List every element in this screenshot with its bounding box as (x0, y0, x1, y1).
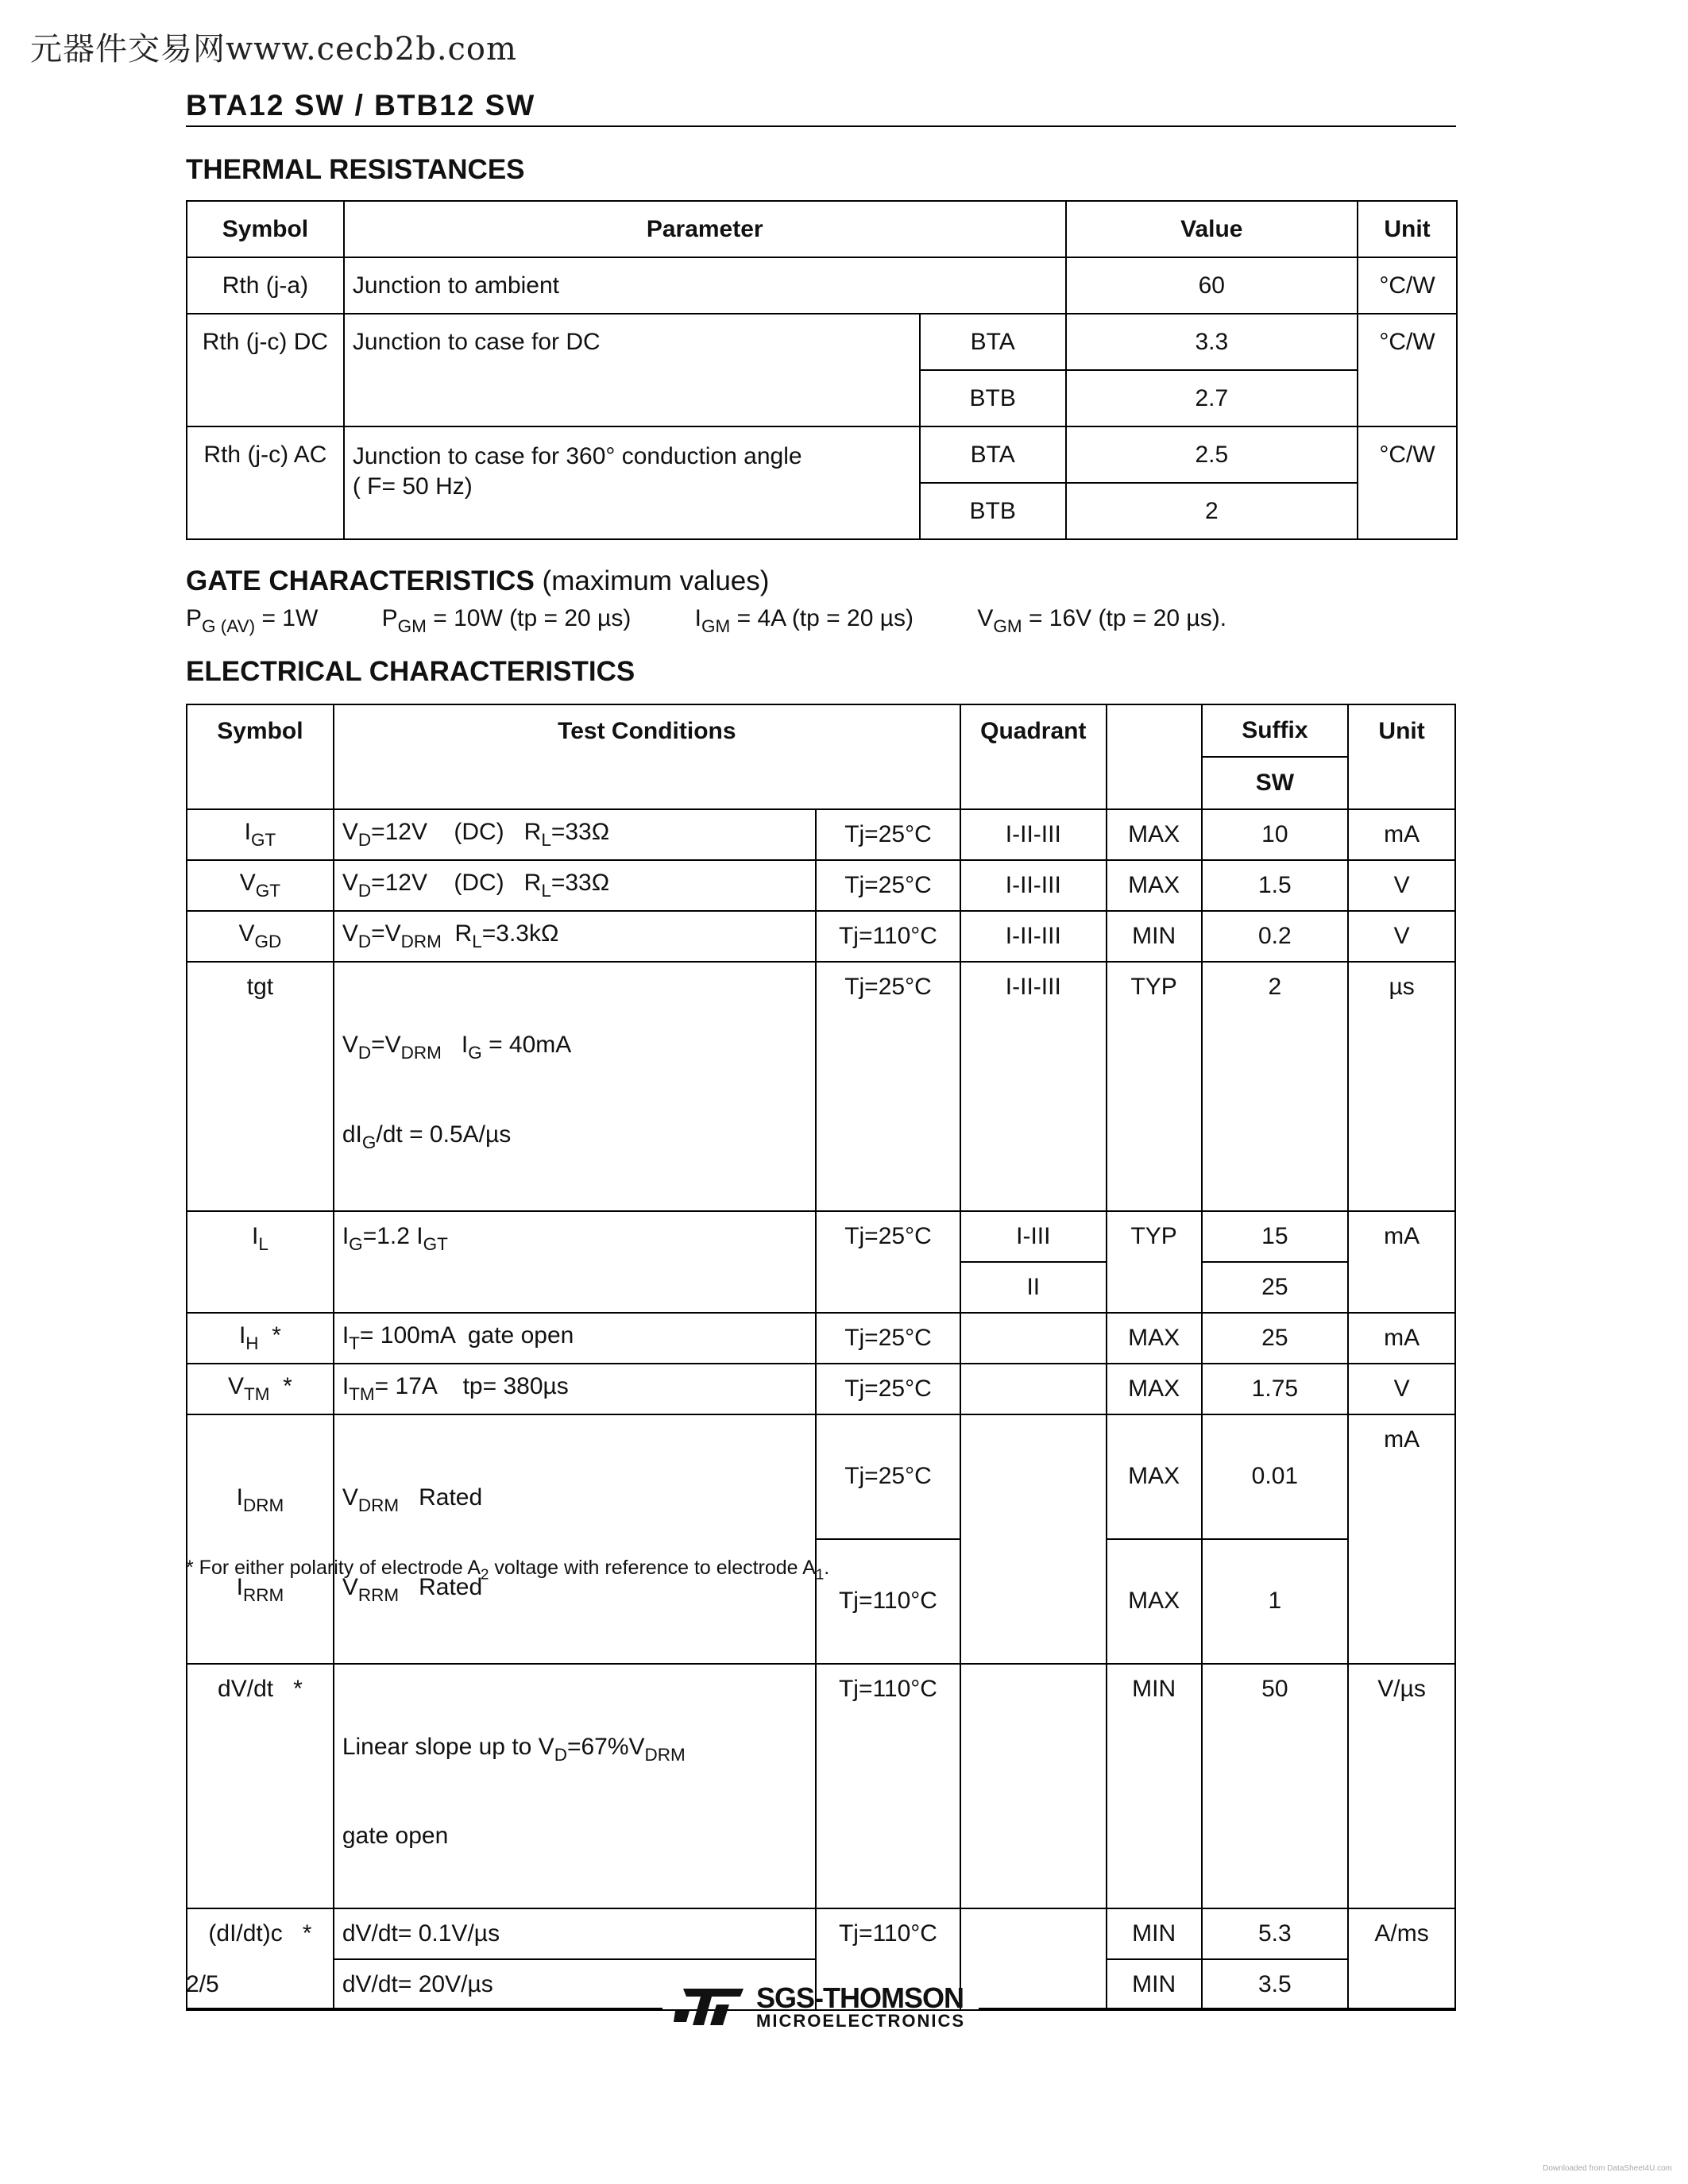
gate-vgm: $V_{GM} = 16V$ (tp = 20 µs). (977, 605, 1227, 636)
watermark-text: 元器件交易网www.cecb2b.com (30, 31, 517, 68)
table-row (187, 314, 1457, 370)
elec-header-test-conditions: Test Conditions (334, 704, 960, 809)
thermal-parameter: Junction to case for DC (344, 314, 920, 426)
sgs-thomson-logo (672, 1981, 965, 2031)
header-rule (186, 125, 1456, 127)
elec-value: 1.5 (1202, 860, 1349, 911)
elec-value: 2 (1202, 962, 1349, 1211)
elec-minmax: TYP (1107, 1211, 1202, 1313)
elec-value: 0.2 (1202, 911, 1349, 962)
elec-header-blank (1107, 704, 1202, 809)
thermal-device: BTB (920, 370, 1066, 426)
table-row (187, 1211, 1455, 1262)
table-row (187, 1313, 1455, 1364)
elec-condition: $I_G=1.2$ $I_{GT}$ (334, 1211, 816, 1313)
table-row (187, 1414, 1455, 1539)
elec-quadrant: I-II-III (960, 809, 1107, 860)
elec-quadrant (960, 1414, 1107, 1664)
gate-values (186, 605, 1284, 637)
elec-quadrant: I-III (960, 1211, 1107, 1262)
scan-note: Downloaded from DataSheet4U.com (1543, 2164, 1672, 2173)
gate-pg: $P_{G (AV)} = 1W$ (186, 605, 319, 636)
table-row (187, 257, 1457, 314)
elec-tj: Tj=110°C (816, 1539, 960, 1664)
elec-minmax: TYP (1107, 962, 1202, 1211)
gate-heading-note: (maximum values) (542, 565, 770, 596)
elec-value: 3.5 (1202, 1959, 1349, 2010)
elec-value: 50 (1202, 1664, 1349, 1909)
elec-condition: $I_T= 100mA$ gate open (334, 1313, 816, 1364)
thermal-unit: °C/W (1358, 314, 1457, 426)
elec-minmax: MAX (1107, 1364, 1202, 1414)
elec-symbol: tgt (187, 962, 334, 1211)
elec-condition: $I_{TM}= 17A$ tp= 380µs (334, 1364, 816, 1414)
elec-quadrant: I-II-III (960, 911, 1107, 962)
elec-quadrant (960, 1908, 1107, 2010)
footer-rule-right (979, 2008, 1456, 2010)
thermal-symbol: Rth (j-c) AC (187, 426, 344, 539)
electrical-table (186, 704, 1456, 2014)
elec-header-suffix: Suffix (1202, 704, 1349, 757)
document-title: BTA12 SW / BTB12 SW (186, 89, 536, 122)
elec-minmax: MIN (1107, 911, 1202, 962)
thermal-parameter: Junction to ambient (344, 257, 1066, 314)
thermal-unit: °C/W (1358, 257, 1457, 314)
elec-tj: Tj=110°C (816, 1908, 960, 2010)
brand-subtitle: MICROELECTRONICS (756, 2011, 965, 2031)
elec-quadrant: I-II-III (960, 962, 1107, 1211)
elec-tj: Tj=25°C (816, 1313, 960, 1364)
elec-symbol: $V_{TM}$ * (187, 1364, 334, 1414)
table-row (187, 1364, 1455, 1414)
elec-value: 0.01 (1202, 1414, 1349, 1539)
elec-condition: dV/dt= 0.1V/µs (334, 1908, 816, 1959)
elec-symbol-line: $I_{RRM}$ (236, 1573, 284, 1605)
elec-header-unit: Unit (1348, 704, 1455, 809)
elec-symbol: $I_{GT}$ (187, 809, 334, 860)
elec-unit: mA (1348, 1313, 1455, 1364)
gate-igm: $I_{GM} = 4A$ (tp = 20 µs) (694, 605, 914, 636)
table-row (187, 426, 1457, 483)
thermal-heading: THERMAL RESISTANCES (186, 154, 525, 185)
elec-tj: Tj=25°C (816, 860, 960, 911)
thermal-symbol: Rth (j-c) DC (187, 314, 344, 426)
thermal-device: BTA (920, 426, 1066, 483)
elec-value: 15 (1202, 1211, 1349, 1262)
table-row (187, 860, 1455, 911)
elec-quadrant: I-II-III (960, 860, 1107, 911)
elec-header-sw: SW (1202, 757, 1349, 809)
elec-header-symbol: Symbol (187, 704, 334, 809)
elec-tj: Tj=25°C (816, 809, 960, 860)
elec-tj: Tj=25°C (816, 1211, 960, 1313)
elec-symbol: $I_L$ (187, 1211, 334, 1313)
thermal-header-unit: Unit (1358, 201, 1457, 257)
elec-condition-line: gate open (342, 1823, 449, 1850)
elec-unit: A/ms (1348, 1908, 1455, 2010)
thermal-value: 2.7 (1066, 370, 1358, 426)
elec-minmax: MAX (1107, 809, 1202, 860)
elec-quadrant (960, 1364, 1107, 1414)
thermal-parameter (344, 426, 920, 539)
elec-condition-line: $V_{RRM}$ Rated (342, 1573, 483, 1605)
table-row (187, 962, 1455, 1211)
elec-minmax: MIN (1107, 1664, 1202, 1909)
st-logo-icon (672, 1984, 747, 2030)
elec-unit: V (1348, 1364, 1455, 1414)
elec-minmax: MAX (1107, 1539, 1202, 1664)
thermal-parameter-line: ( F= 50 Hz) (352, 473, 473, 500)
brand-name: SGS-THOMSON (756, 1981, 964, 2014)
elec-header-quadrant: Quadrant (960, 704, 1107, 809)
thermal-header-value: Value (1066, 201, 1358, 257)
elec-value: 25 (1202, 1262, 1349, 1313)
elec-unit: mA (1348, 809, 1455, 860)
elec-tj: Tj=110°C (816, 911, 960, 962)
footer-rule-left (186, 2008, 662, 2010)
elec-condition (334, 1664, 816, 1909)
elec-unit: mA (1348, 1211, 1455, 1313)
elec-value: 10 (1202, 809, 1349, 860)
elec-unit: V/µs (1348, 1664, 1455, 1909)
page-number: 2/5 (186, 1971, 219, 1997)
gate-pgm: $P_{GM} = 10W$ (tp = 20 µs) (381, 605, 632, 636)
gate-heading-title: GATE CHARACTERISTICS (186, 565, 535, 596)
thermal-symbol: Rth (j-a) (187, 257, 344, 314)
elec-symbol: $V_{GT}$ (187, 860, 334, 911)
elec-tj: Tj=25°C (816, 962, 960, 1211)
elec-value: 1.75 (1202, 1364, 1349, 1414)
elec-minmax: MAX (1107, 1414, 1202, 1539)
elec-condition (334, 1414, 816, 1664)
table-row (187, 911, 1455, 962)
elec-condition-line: $V_{DRM}$ Rated (342, 1484, 483, 1515)
elec-condition: dV/dt= 20V/µs (334, 1959, 816, 2010)
gate-heading (186, 565, 769, 597)
elec-symbol (187, 1414, 334, 1664)
elec-condition-line: $dI_G/dt = 0.5A/\mu s$ (342, 1121, 512, 1152)
elec-symbol: $V_{GD}$ (187, 911, 334, 962)
table-row (187, 1908, 1455, 1959)
thermal-table (186, 200, 1458, 540)
elec-symbol-line: $I_{DRM}$ (236, 1484, 284, 1515)
elec-condition-line: Linear slope up to $V_D=67\%V_{DRM}$ (342, 1733, 686, 1765)
electrical-heading: ELECTRICAL CHARACTERISTICS (186, 656, 635, 687)
elec-condition: $V_D=12V$ (DC) $R_L=33\Omega$ (334, 809, 816, 860)
elec-minmax: MIN (1107, 1959, 1202, 2010)
elec-condition-line: $V_D=V_{DRM}$ $I_G = 40mA$ (342, 1032, 572, 1063)
thermal-header-parameter: Parameter (344, 201, 1066, 257)
elec-value: 25 (1202, 1313, 1349, 1364)
elec-quadrant (960, 1313, 1107, 1364)
elec-minmax: MIN (1107, 1908, 1202, 1959)
table-row (187, 809, 1455, 860)
thermal-value: 2.5 (1066, 426, 1358, 483)
footnote: * For either polarity of electrode $A_2$ voltage with reference to electrode $A_1$. (186, 1557, 830, 1583)
elec-value: 1 (1202, 1539, 1349, 1664)
elec-symbol: (dI/dt)c * (187, 1908, 334, 2010)
elec-tj: Tj=25°C (816, 1364, 960, 1414)
thermal-header-symbol: Symbol (187, 201, 344, 257)
elec-condition: $V_D=12V$ (DC) $R_L=33\Omega$ (334, 860, 816, 911)
elec-condition (334, 962, 816, 1211)
elec-tj: Tj=110°C (816, 1664, 960, 1909)
thermal-value: 60 (1066, 257, 1358, 314)
elec-quadrant: II (960, 1262, 1107, 1313)
elec-symbol: $I_H$ * (187, 1313, 334, 1364)
elec-condition: $V_D=V_{DRM}$ $R_L=3.3k\Omega$ (334, 911, 816, 962)
thermal-value: 2 (1066, 483, 1358, 539)
thermal-value: 3.3 (1066, 314, 1358, 370)
thermal-unit: °C/W (1358, 426, 1457, 539)
elec-unit: V (1348, 860, 1455, 911)
elec-value: 5.3 (1202, 1908, 1349, 1959)
elec-unit: mA (1348, 1414, 1455, 1664)
elec-quadrant (960, 1664, 1107, 1909)
elec-unit: µs (1348, 962, 1455, 1211)
table-row (187, 1664, 1455, 1909)
thermal-device: BTA (920, 314, 1066, 370)
thermal-parameter-line: Junction to case for 360° conduction angle (352, 443, 802, 469)
elec-minmax: MAX (1107, 1313, 1202, 1364)
elec-unit: V (1348, 911, 1455, 962)
thermal-device: BTB (920, 483, 1066, 539)
elec-minmax: MAX (1107, 860, 1202, 911)
elec-symbol: dV/dt * (187, 1664, 334, 1909)
elec-tj: Tj=25°C (816, 1414, 960, 1539)
